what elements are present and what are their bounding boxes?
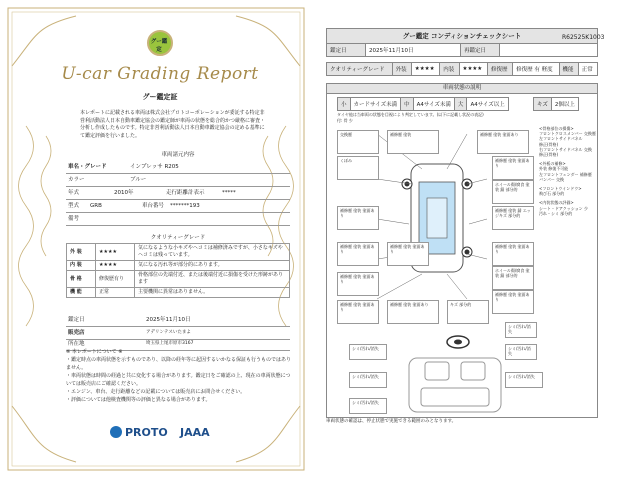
mileage-value: ***** [222, 190, 236, 196]
legend-line: <フロントウインドウ> [539, 186, 582, 192]
badge-label: グー鑑定 [150, 39, 168, 53]
vehicle-name-row [66, 161, 290, 174]
panel-rear-bumper [447, 300, 489, 324]
quality-row-interior [67, 261, 290, 271]
legend-line: 右フロントサイドパネル 交換 [539, 146, 592, 152]
year-row [66, 187, 290, 200]
size-small-desc: カードサイズ未満 [350, 98, 401, 111]
legend-line: 左フロントフェンダー 補修歴 [539, 171, 592, 177]
notes-title: ※ 本レポートについて ※ [66, 349, 123, 355]
interior-seat-diagram [405, 356, 505, 414]
scratch-label: キズ [534, 98, 552, 111]
interior-stars: ★★★★ [459, 63, 488, 76]
year-label: 年式 [68, 190, 80, 196]
interior-note: シミ/汚れ/消失 [508, 324, 531, 334]
interior-note: シミ/汚れ/消失 [352, 374, 379, 379]
footer-logos [110, 424, 230, 442]
reappraisal-value [500, 44, 598, 57]
panel-label: 補修歴 塗装 塗面あり [495, 292, 530, 302]
quality-label: 機 能 [67, 288, 96, 298]
panel-left-fender [337, 156, 379, 180]
repair-label: 修復歴 [488, 63, 513, 76]
chassis-value: *******193 [170, 203, 200, 209]
panel-label: 交換歴 [340, 132, 352, 137]
legend-line: <内装状態の評価> [539, 200, 574, 206]
size-large-desc: A4サイズ以上 [467, 98, 508, 111]
note-item: ・車両状態は時間の経過と共に変化する場合があります。鑑定日をご確認の上、現在の車両状態については販売店にご確認ください。 [66, 373, 291, 387]
intro-text: 本レポートに記載される車両は株式会社プロトコーポレーションが委託する特定非営利活動法人日本自動車鑑定協会の鑑定師が車両の状態を総合的かつ厳格に審査・分析し作成したものです。特定非営利活動法人日本自動車鑑定協会の定める基準にて鑑定評価を行いました。 [80, 110, 266, 139]
note-item: ・エンジン、車台、走行距離などの記載については販売店にお問合せください。 [66, 389, 246, 395]
steering-wheel-icon [445, 334, 471, 350]
repair-value: 修復歴 有 軽度 [513, 63, 559, 76]
panel-label: ホイール傷/腐食 塗装 錆 部分的 [495, 182, 530, 192]
quality-desc: 主要機関に異常はありません。 [135, 288, 290, 298]
exterior-stars: ★★★★ [411, 63, 440, 76]
quality-row-frame [67, 271, 290, 288]
note-item: ・評価については他検査機関等の評価と異なる場合があります。 [66, 397, 211, 403]
size-small-label: 小 [338, 98, 351, 111]
interior-note-box [349, 398, 387, 414]
legend-line: 飛び石 部分的 [539, 191, 565, 197]
vehicle-section-title: 車両諸元内容 [161, 152, 195, 158]
size-medium-label: 中 [401, 98, 414, 111]
quality-label: 外 装 [67, 244, 96, 261]
size-large-label: 大 [454, 98, 467, 111]
panel-left-front-door [337, 206, 379, 230]
model-row [66, 200, 290, 213]
quality-grade-title: クオリティーグレード [150, 235, 206, 241]
panel-label: 補修歴 塗装 塗面あり [495, 244, 530, 254]
quality-desc: 骨格部位の先端付近、または後端付近に損傷を受けた形跡があります [135, 271, 290, 288]
legend-line: 汚れ・シミ 部分的 [539, 210, 573, 216]
panel-label: 補修歴 塗装 塗面あり [340, 244, 375, 254]
interior-note-box [349, 344, 387, 360]
vehicle-name-label: 車名・グレード [68, 164, 107, 170]
appraisal-info-table [326, 43, 598, 57]
panel-right-rear-quarter [492, 290, 534, 314]
panel-label: 補修歴 塗装 塗面あり [340, 302, 375, 312]
quality-label: 内 装 [67, 261, 96, 271]
legend-line: 修正(骨格) [539, 152, 559, 158]
sheet-header: グー鑑定 コンディションチェックシート [326, 28, 598, 44]
interior-note-box [505, 372, 543, 388]
panel-front-left [337, 130, 379, 154]
panel-label: ホイール傷/腐食 塗装 錆 部分的 [495, 268, 530, 278]
interior-note-box [505, 344, 537, 360]
legend-line: 修正(骨格) [539, 141, 559, 147]
notes-label: 備考 [68, 216, 80, 222]
panel-label: 補修歴 塗装 塗面あり [480, 132, 519, 137]
panel-right-front-door [492, 206, 534, 230]
interior-note-box [505, 322, 537, 338]
panel-right-fender [492, 156, 534, 180]
note-item: ・鑑定時点の車両状態を示すものであり、以降の経年等に起因するいかなる保証も行うものではありません。 [66, 357, 292, 371]
quality-grade-table [326, 62, 598, 76]
quality-label: 骨 格 [67, 271, 96, 288]
mileage-label: 走行距離計表示 [166, 190, 205, 196]
damage-size-key [337, 97, 509, 111]
sheet-footnote: 車両状態の確認は、停止状態で実施できる範囲のみとなります。 [326, 419, 457, 424]
report-notes [66, 348, 294, 404]
model-label: 型式 [68, 203, 80, 209]
panel-right-wheel [492, 180, 534, 204]
report-title: U-car Grading Report [61, 64, 259, 84]
color-row [66, 174, 290, 187]
jaaa-logo: JAAA [180, 426, 210, 439]
legend-line: 外装 修復不可能 [539, 166, 569, 172]
legend-line: フロントクロスメンバー 交換歴 [539, 131, 596, 137]
quality-desc: 気になるような小キズやヘコミは補修済みですが、小さなキズやヘコミは残っています。 [135, 244, 290, 261]
color-label: カラー [68, 177, 85, 183]
color-value: ブルー [130, 177, 147, 183]
panel-right-rear-wheel [492, 266, 534, 290]
interior-note: シミ/汚れ/消失 [508, 346, 531, 356]
dealer-label: 販売店 [68, 330, 85, 336]
appraisal-date-label: 鑑定日 [68, 317, 85, 323]
appraisal-date-value: 2025年11月10日 [366, 44, 461, 57]
quality-stars: ★★★★ [96, 261, 135, 271]
panel-label: 補修歴 塗装 塗面あり [340, 208, 375, 218]
dealer-value: アデリンテスいたまよ [146, 330, 191, 335]
proto-logo-icon [110, 426, 122, 438]
reappraisal-label: 再鑑定日 [461, 44, 500, 57]
panel-trunk [387, 300, 439, 324]
quality-desc: 気になる汚れ等が部分的にあります。 [135, 261, 290, 271]
panel-right-rear-door [492, 242, 534, 266]
interior-note: シミ/汚れ/消失 [352, 346, 379, 351]
proto-logo: PROTO [125, 426, 168, 439]
scratch-count: 2個以上 [551, 98, 578, 111]
grading-certificate [0, 0, 314, 480]
panel-left-rear-fender [337, 272, 379, 296]
appraisal-date-value: 2025年11月10日 [146, 317, 191, 323]
interior-note-box [349, 372, 387, 388]
panel-left-rear-door [337, 242, 379, 266]
legend-line: バンパー 交換 [539, 176, 564, 182]
condition-check-sheet [314, 0, 640, 480]
date-row [66, 314, 290, 327]
function-value: 正常 [578, 63, 597, 76]
notes-row [66, 213, 290, 226]
diagram-note-2: 付: 骨 少 [337, 118, 353, 123]
panel-label: 補修歴 塗装 [390, 132, 412, 137]
interior-note: シミ/汚れ/消失 [508, 374, 535, 379]
model-value: GRB [90, 203, 102, 209]
panel-rear-left [337, 300, 379, 324]
quality-grade-label: クオリティーグレード [327, 63, 393, 76]
location-value: 埼玉県上尾市原市3167 [146, 341, 194, 346]
function-label: 機能 [559, 63, 578, 76]
quality-stars: 修復歴有り [96, 271, 135, 288]
legend-line: <骨格部位の損傷> [539, 126, 574, 131]
panel-label: 補修歴 塗装 塗面あり [495, 158, 530, 168]
diagram-title: 車両状態の説明 [326, 83, 598, 94]
panel-label: 補修歴 塗装 塗面あり [390, 302, 429, 307]
damage-legend [539, 126, 603, 216]
panel-roof [387, 242, 429, 266]
vehicle-name-value: インプレッサ R205 [130, 164, 179, 170]
panel-label: キズ 部分的 [450, 302, 472, 307]
scratch-count-table [533, 97, 579, 111]
quality-table [66, 243, 290, 298]
legend-line: 左フロントサイドパネル [539, 136, 583, 142]
diagram-note: タイヤ他は当車両の状態を目視により判定しています。(以下に記載し状況の表記) [337, 112, 484, 117]
legend-line: シート・ドアクッション 少 [539, 205, 588, 211]
diagram-area [326, 93, 598, 418]
panel-label: 補修歴 塗装 塗面あり [340, 274, 375, 284]
size-medium-desc: A4サイズ未満 [413, 98, 454, 111]
certificate-id: R62525K1003 [562, 34, 605, 41]
panel-label: くぼみ [340, 158, 352, 163]
interior-label: 内装 [440, 63, 459, 76]
panel-label: 補修歴 塗装 塗面あり [390, 244, 425, 254]
exterior-label: 外装 [392, 63, 411, 76]
legend-line: <外板の補修> [539, 161, 566, 167]
interior-note: シミ/汚れ/消失 [352, 400, 379, 405]
certificate-subtitle: グー鑑定証 [142, 93, 178, 101]
appraisal-date-label: 鑑定日 [327, 44, 366, 57]
location-label: 所在地 [68, 341, 85, 347]
panel-label: 補修歴 塗装 錆 エッジキズ 部分的 [495, 208, 531, 218]
quality-stars: ★★★★ [96, 244, 135, 261]
quality-row-function [67, 288, 290, 298]
panel-front-right [477, 130, 529, 154]
year-value: 2010年 [114, 190, 134, 196]
quality-row-exterior [67, 244, 290, 261]
panel-hood [387, 130, 439, 154]
chassis-label: 車台番号 [142, 203, 165, 209]
quality-stars: 正常 [96, 288, 135, 298]
